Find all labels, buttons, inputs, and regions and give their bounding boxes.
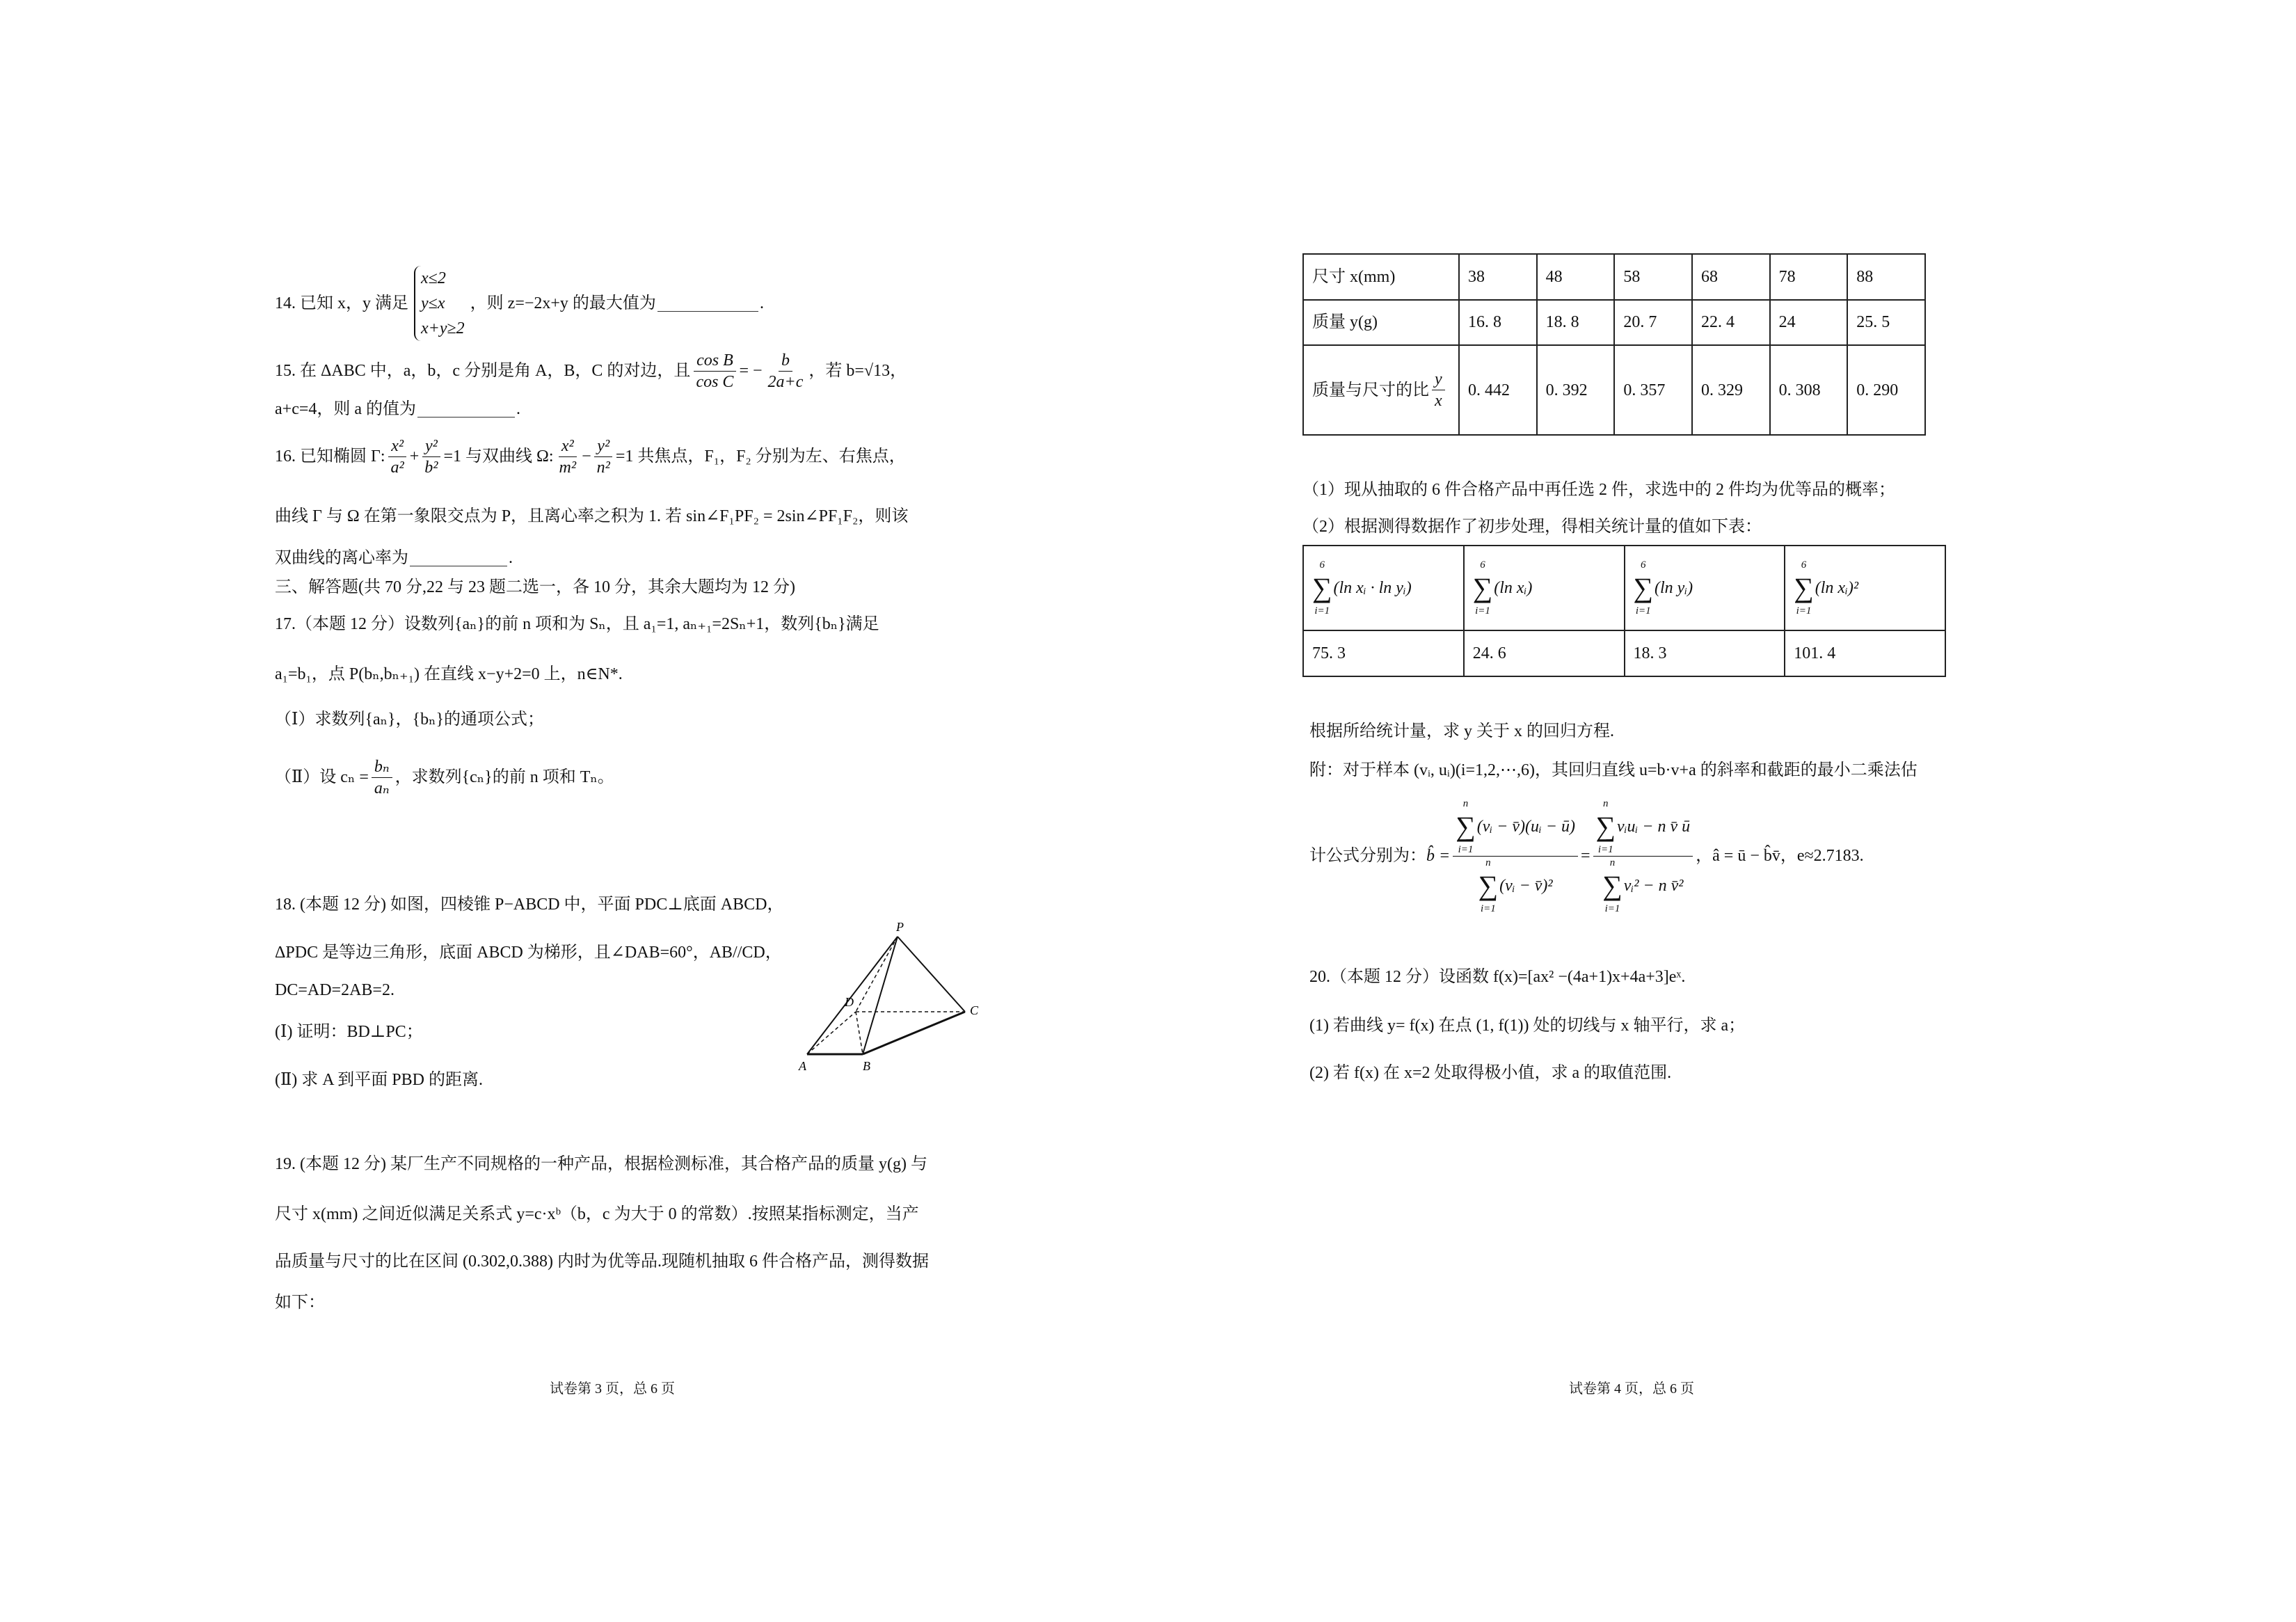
question-17-part2 [275,754,614,800]
table-cell: 0. 308 [1770,345,1848,435]
question-17-line2 [275,664,623,685]
q20-text: 20.（本题 12 分）设函数 f(x)=[ax² −(4a+1)x+4a+3]eˣ. [1309,968,1686,986]
question-20-part2 [1309,1063,1671,1083]
question-18-part2 [275,1070,483,1090]
q18-text: DC=AD=2AB=2. [275,981,394,999]
question-19-line2 [275,1204,919,1225]
q15-text: a+c=4，则 a 的值为 [275,400,417,418]
table-cell: 22. 4 [1692,300,1770,346]
fraction [422,436,440,478]
question-18 [275,894,783,915]
q16-text: =1 与双曲线 Ω: [443,447,554,466]
q19-text: （2）根据测得数据作了初步处理，得相关统计量的值如下表： [1302,518,1762,536]
question-14 [275,266,764,341]
question-18-part1 [275,1021,423,1042]
q16-text: 曲线 Γ 与 Ω 在第一象限交点为 P，且离心率之积为 1. 若 sin∠F₁PF₂ = 2sin∠PF₁F₂，则该 [275,507,909,525]
table-cell: 68 [1692,254,1770,300]
denominator: b² [424,458,438,477]
table-cell: 0. 442 [1459,345,1537,435]
fraction [1593,797,1693,915]
data-table [1302,253,1926,436]
table-cell: 48 [1537,254,1615,300]
table-cell: 24. 6 [1464,630,1625,676]
row-label [1303,345,1459,435]
label-C: C [970,1003,979,1017]
denominator: a² [390,458,404,477]
page-footer-right: 试卷第 4 页，总 6 页 [1569,1381,1694,1397]
q19-text: 尺寸 x(mm) 之间近似满足关系式 y=c·xᵇ（b，c 为大于 0 的常数）.按照某指标测定，当产 [275,1205,919,1223]
row-label: 质量 y(g) [1303,300,1459,346]
numerator: bₙ [372,756,392,778]
formula-lead: 计公式分别为： [1309,847,1426,865]
q15-end: . [516,400,521,418]
table-cell: 0. 329 [1692,345,1770,435]
table-cell: 58 [1614,254,1692,300]
header-text: (ln xᵢ) [1494,579,1533,597]
numerator: cos B [694,350,736,372]
table-cell: 18. 8 [1537,300,1615,346]
q17-text: ，求数列{cₙ}的前 n 项和 Tₙ。 [394,768,614,786]
q14-end: . [759,294,764,312]
q20-text: (2) 若 f(x) 在 x=2 处取得极小值，求 a 的取值范围. [1309,1064,1672,1082]
edge-PD [856,937,898,1012]
table-row [1303,345,1925,435]
sum-upper: n [1609,857,1616,868]
sum-symbol: 6 ∑ i=1 [1312,559,1332,617]
fraction [594,436,613,478]
denominator: aₙ [374,779,390,797]
numerator: y² [594,436,612,457]
numerator-text: (vᵢ − v̄)(uᵢ − ū) [1476,817,1575,836]
q15-text: 15. 在 ΔABC 中，a，b，c 分别是角 A，B，C 的对边，且 [275,362,691,380]
numerator: y [1432,369,1445,390]
denominator: n ∑ i=1 (vᵢ − v̄)² [1478,857,1553,914]
fraction [372,756,392,799]
header-text: (ln xᵢ · ln yᵢ) [1333,579,1412,597]
label-B: B [863,1059,870,1073]
question-20 [1309,967,1685,987]
q18-text: (Ⅰ) 证明：BD⊥PC； [275,1023,423,1041]
denominator: n ∑ i=1 vᵢ² − n v̄² [1602,857,1684,914]
sum-lower: i=1 [1597,843,1613,855]
table-row [1303,546,1945,630]
q18-text: (Ⅱ) 求 A 到平面 PBD 的距离. [275,1071,483,1089]
fraction [388,436,407,478]
sum-lower: i=1 [1458,843,1474,855]
question-19-part1 [1302,479,1895,500]
denominator: n² [596,458,610,477]
formula-tail: ，â = ū − b̂v̄，e≈2.7183. [1696,847,1864,865]
row-label: 尺寸 x(mm) [1303,254,1459,300]
table-cell: 38 [1459,254,1537,300]
question-16 [275,434,906,479]
denominator: m² [559,458,577,477]
table-cell: 75. 3 [1303,630,1464,676]
table-cell: 88 [1847,254,1925,300]
denominator: 2a+c [767,372,804,391]
sum-upper: 6 [1641,559,1646,571]
table-row [1303,254,1925,300]
sum-upper: 6 [1480,559,1485,571]
question-15 [275,348,907,394]
question-19-line3 [275,1251,929,1272]
fraction [693,350,736,392]
appendix-line: 附：对于样本 (vᵢ, uᵢ)(i=1,2,⋯,6)，其回归直线 u=b·v+a 的斜率和截距的最小二乘法估 [1309,761,1918,779]
table-cell: 101. 4 [1785,630,1945,676]
numerator: b [779,350,792,372]
fraction [1432,369,1445,411]
header-text: (ln xᵢ)² [1815,579,1859,597]
sum-symbol: 6 ∑ i=1 [1633,559,1654,617]
edge-BC [863,1012,965,1054]
q19-text: 如下： [275,1294,325,1312]
table-cell: 0. 392 [1537,345,1615,435]
q15-text: ，若 b=√13， [808,362,907,380]
q19-text: 根据所给统计量，求 y 关于 x 的回归方程. [1309,722,1614,740]
statistics-table [1302,545,1946,677]
q17-text: （Ⅰ）求数列{aₙ}，{bₙ}的通项公式； [275,710,544,729]
label-P: P [896,920,904,934]
q16-text: =1 共焦点，F₁，F₂ 分别为左、右焦点， [615,447,906,466]
q14-text: ，则 z=−2x+y 的最大值为 [470,294,656,312]
denominator-text: (vᵢ − v̄)² [1499,876,1553,895]
q20-text: (1) 若曲线 y= f(x) 在点 (1, f(1)) 处的切线与 x 轴平行，求 a； [1309,1017,1746,1035]
numerator: x² [388,436,406,457]
edge-AD [807,1012,856,1054]
sum-upper: 6 [1319,559,1325,571]
pyramid-figure [793,919,988,1079]
q16-end: . [509,549,513,567]
question-16-line2 [275,506,908,527]
q16-text: 双曲线的离心率为 [275,549,408,567]
question-15-line2 [275,399,520,420]
denominator: x [1435,392,1442,410]
table-cell: 20. 7 [1614,300,1692,346]
section-heading [275,577,795,598]
sum-lower: i=1 [1475,605,1490,617]
question-17 [275,614,879,635]
constraint: x≤2 [421,269,446,287]
numerator-text: vᵢuᵢ − n v̄ ū [1617,817,1691,836]
table-row [1303,300,1925,346]
sum-lower: i=1 [1480,903,1496,914]
equals: = [1580,847,1591,865]
page-footer-left: 试卷第 3 页，总 6 页 [550,1381,675,1397]
q17-text: 17.（本题 12 分）设数列{aₙ}的前 n 项和为 Sₙ，且 a₁=1, aₙ₊₁=2Sₙ+1，数列{bₙ}满足 [275,615,879,633]
denominator-text: vᵢ² − n v̄² [1623,876,1684,895]
sum-upper: n [1485,857,1491,868]
question-19-part2 [1302,516,1762,537]
appendix-text [1309,760,1918,781]
q18-text: ΔPDC 是等边三角形，底面 ABCD 为梯形，且∠DAB=60°，AB//CD， [275,944,782,962]
table-header [1464,546,1625,630]
q16-text: + [409,447,420,466]
numerator: n ∑ i=1 (vᵢ − v̄)(uᵢ − ū) [1453,797,1578,857]
table-row [1303,630,1945,676]
question-20-part1 [1309,1015,1745,1036]
sum-lower: i=1 [1796,605,1812,617]
edge-DB [856,1012,863,1054]
regression-formula [1309,788,1864,924]
denominator: cos C [696,372,734,391]
sum-upper: 6 [1801,559,1807,571]
edge-PB [863,937,898,1054]
question-19 [275,1154,927,1175]
question-16-line3 [275,548,513,569]
table-cell: 24 [1770,300,1848,346]
table-header [1625,546,1785,630]
q15-text: = − [739,362,763,380]
table-cell: 78 [1770,254,1848,300]
b-hat: b̂ = [1426,847,1451,865]
numerator: n ∑ i=1 vᵢuᵢ − n v̄ ū [1593,797,1693,857]
numerator: x² [559,436,577,457]
sum-lower: i=1 [1604,903,1620,914]
constraint: y≤x [421,294,445,312]
q14-text: 14. 已知 x，y 满足 [275,294,408,312]
numerator: y² [422,436,440,457]
fraction [557,436,580,478]
q19-text: （1）现从抽取的 6 件合格产品中再任选 2 件，求选中的 2 件均为优等品的概率； [1302,481,1895,499]
q17-text: a₁=b₁，点 P(bₙ,bₙ₊₁) 在直线 x−y+2=0 上，n∈N*. [275,665,623,683]
ratio-label: 质量与尺寸的比 [1312,381,1429,399]
label-D: D [845,995,854,1009]
constraint: x+y≥2 [421,319,465,337]
q19-text: 品质量与尺寸的比在区间 (0.302,0.388) 内时为优等品.现随机抽取 6 件合格产品，测得数据 [275,1253,929,1271]
sum-upper: n [1603,797,1609,809]
table-cell: 18. 3 [1625,630,1785,676]
section-3-title: 三、解答题(共 70 分,22 与 23 题二选一，各 10 分，其余大题均为 12 分) [275,578,795,596]
sum-symbol: 6 ∑ i=1 [1794,559,1814,617]
answer-blank [410,550,507,566]
question-18-line2 [275,942,782,963]
answer-blank [657,296,758,312]
table-cell: 16. 8 [1459,300,1537,346]
table-cell: 25. 5 [1847,300,1925,346]
table-header [1303,546,1464,630]
question-17-part1 [275,709,544,730]
table-header [1785,546,1945,630]
q16-text: − [582,447,591,466]
regression-prompt [1309,721,1614,742]
label-A: A [799,1059,806,1073]
sum-upper: n [1462,797,1469,809]
question-18-line3 [275,980,394,1001]
sum-lower: i=1 [1635,605,1651,617]
q16-text: 16. 已知椭圆 Γ: [275,447,385,466]
q19-text: 19. (本题 12 分) 某厂生产不同规格的一种产品，根据检测标准，其合格产品的质量 y(g) 与 [275,1155,927,1173]
table-cell: 0. 357 [1614,345,1692,435]
answer-blank [417,401,515,418]
sum-lower: i=1 [1314,605,1330,617]
q18-text: 18. (本题 12 分) 如图，四棱锥 P−ABCD 中，平面 PDC⊥底面 ABCD， [275,896,784,914]
table-cell: 0. 290 [1847,345,1925,435]
q17-text: （Ⅱ）设 cₙ = [275,768,369,786]
question-19-line4 [275,1292,325,1313]
edge-PC [898,937,965,1012]
sum-symbol: 6 ∑ i=1 [1472,559,1493,617]
fraction [1453,797,1578,915]
constraint-system [414,266,465,341]
fraction [765,350,806,392]
header-text: (ln yᵢ) [1655,579,1693,597]
